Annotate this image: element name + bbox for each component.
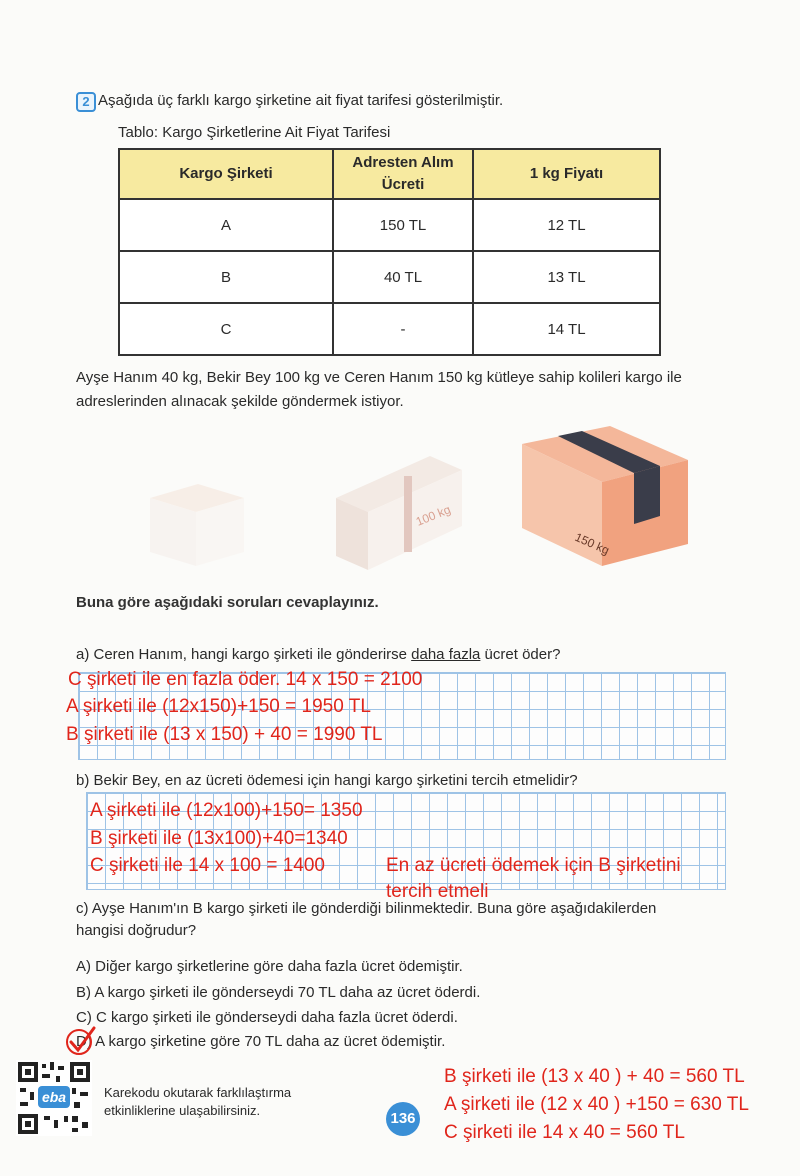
instructions-heading: Buna göre aşağıdaki soruları cevaplayınız.: [76, 594, 379, 611]
option-a: A) Diğer kargo şirketlerine göre daha fazla ücret ödemiştir.: [76, 958, 463, 975]
answer-b-conclusion-line2: tercih etmeli: [386, 881, 489, 902]
check-mark-icon: [64, 1024, 98, 1058]
question-a-text-start: a) Ceren Hanım, hangi kargo şirketi ile gönderirse: [76, 646, 412, 663]
header-company: Kargo Şirketi: [119, 149, 333, 199]
header-pickup-fee-line1: Adresten Alım: [352, 154, 454, 171]
answer-b-conclusion-line1: En az ücreti ödemek için B şirketini: [386, 855, 681, 876]
cell-kg-price: 12 TL: [473, 199, 660, 251]
qr-eba-label: eba: [41, 1089, 67, 1105]
question-intro: Aşağıda üç farklı kargo şirketine ait fiyat tarifesi gösterilmiştir.: [98, 92, 504, 109]
question-number-badge: 2: [76, 92, 96, 112]
qr-code-icon[interactable]: [16, 1060, 92, 1136]
header-pickup-fee-line2: Ücreti: [381, 176, 425, 193]
tariff-table: [118, 148, 661, 356]
cell-pickup-fee: 150 TL: [333, 199, 473, 251]
scenario-paragraph: Ayşe Hanım 40 kg, Bekir Bey 100 kg ve Ceren Hanım 150 kg kütleye sahip kolileri kargo ile adreslerinden alınacak şekilde göndermek istiyor.: [76, 369, 682, 410]
small-box-image: [150, 484, 244, 566]
large-box-label: 150 kg: [572, 529, 612, 558]
question-c-line2: hangisi doğrudur?: [76, 922, 197, 939]
table-caption: Tablo: Kargo Şirketlerine Ait Fiyat Tarifesi: [118, 124, 391, 141]
question-a-underlined: daha fazla: [411, 646, 481, 663]
cell-company: C: [119, 303, 333, 355]
cell-kg-price: 13 TL: [473, 251, 660, 303]
cell-company: B: [119, 251, 333, 303]
answer-a-line3: B şirketi ile (13 x 150) + 40 = 1990 TL: [66, 724, 383, 745]
option-c: C) C kargo şirketi ile gönderseydi daha fazla ücret öderdi.: [76, 1009, 458, 1026]
cell-pickup-fee: -: [333, 303, 473, 355]
question-a-text-end: ücret öder?: [480, 646, 561, 663]
question-a: [76, 646, 560, 663]
answer-b-line1: A şirketi ile (12x100)+150= 1350: [90, 800, 363, 821]
boxes-illustration: [140, 420, 700, 580]
cell-company: A: [119, 199, 333, 251]
qr-note-line2: etkinliklerine ulaşabilirsiniz.: [104, 1103, 261, 1118]
option-b: B) A kargo şirketi ile gönderseydi 70 TL daha az ücret öderdi.: [76, 984, 481, 1001]
header-pickup-fee: [333, 149, 473, 199]
table-row: [119, 303, 660, 355]
answer-b-line2: B şirketi ile (13x100)+40=1340: [90, 828, 348, 849]
option-d: D) A kargo şirketine göre 70 TL daha az ücret ödemiştir.: [76, 1033, 446, 1050]
table-header-row: [119, 149, 660, 199]
header-kg-price: 1 kg Fiyatı: [473, 149, 660, 199]
answer-c-line1: B şirketi ile (13 x 40 ) + 40 = 560 TL: [444, 1066, 745, 1087]
answer-b-line3: C şirketi ile 14 x 100 = 1400: [90, 855, 325, 876]
answer-c-line3: C şirketi ile 14 x 40 = 560 TL: [444, 1122, 685, 1143]
question-c-line1: c) Ayşe Hanım'ın B kargo şirketi ile gönderdiği bilinmektedir. Buna göre aşağıdakilerden: [76, 900, 657, 917]
question-b: b) Bekir Bey, en az ücreti ödemesi için hangi kargo şirketini tercih etmelidir?: [76, 772, 578, 789]
medium-box-label: 100 kg: [413, 502, 453, 529]
cell-kg-price: 14 TL: [473, 303, 660, 355]
page-number: 136: [386, 1102, 420, 1136]
qr-note-line1: Karekodu okutarak farklılaştırma: [104, 1085, 292, 1100]
table-row: [119, 199, 660, 251]
qr-note: [104, 1084, 291, 1120]
table-row: [119, 251, 660, 303]
answer-a-line1: C şirketi ile en fazla öder. 14 x 150 = 2100: [68, 669, 423, 690]
answer-a-line2: A şirketi ile (12x150)+150 = 1950 TL: [66, 696, 371, 717]
answer-c-line2: A şirketi ile (12 x 40 ) +150 = 630 TL: [444, 1094, 749, 1115]
cell-pickup-fee: 40 TL: [333, 251, 473, 303]
